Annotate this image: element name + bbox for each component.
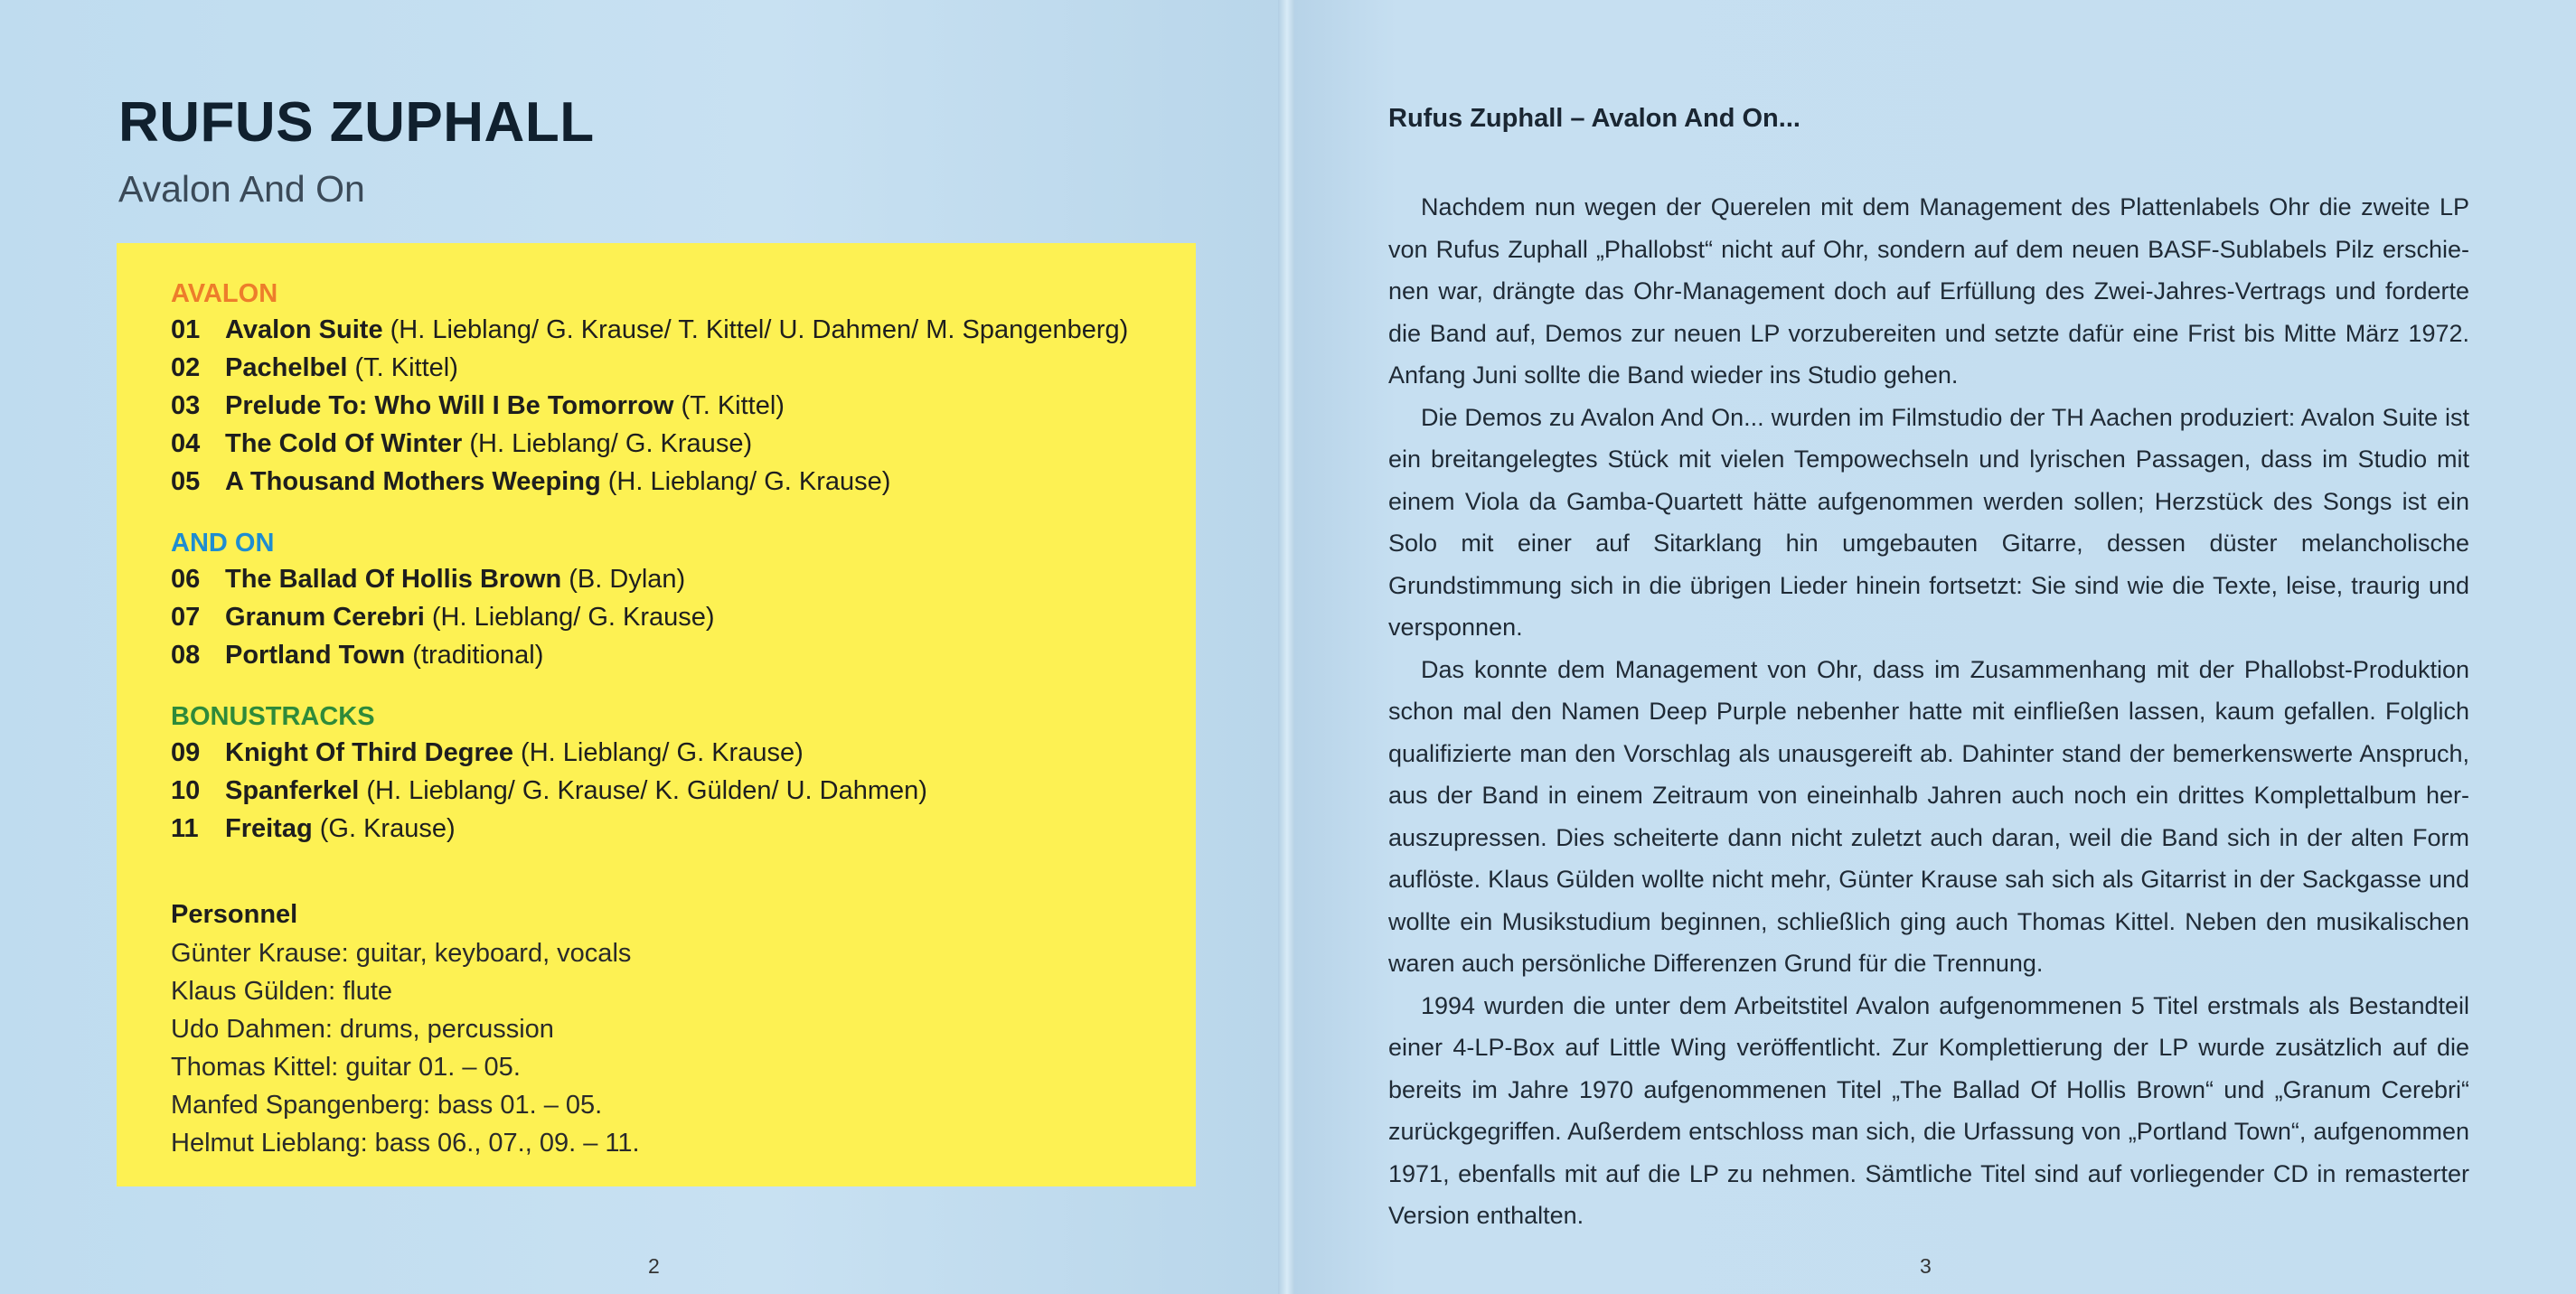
- track-row: [171, 642, 543, 669]
- track-row: [171, 816, 456, 842]
- track-title: A Thousand Mothers Weeping: [225, 467, 601, 496]
- track-credit: (H. Lieblang/ G. Krause): [600, 467, 891, 496]
- track-number: 03: [171, 391, 201, 420]
- artist-title: RUFUS ZUPHALL: [118, 91, 595, 154]
- track-credit: (H. Lieblang/ G. Krause): [424, 603, 715, 632]
- personnel-line: Udo Dahmen: drums, percussion: [171, 1015, 554, 1044]
- track-title: Spanferkel: [225, 776, 360, 805]
- personnel-line: Günter Krause: guitar, keyboard, vocals: [171, 939, 632, 968]
- track-number: 04: [171, 429, 201, 458]
- track-title: Prelude To: Who Will I Be Tomorrow: [225, 391, 674, 420]
- personnel-line: Klaus Gülden: flute: [171, 977, 393, 1006]
- page-number-right: 3: [1920, 1254, 1932, 1278]
- track-number: 08: [171, 641, 201, 670]
- track-credit: (traditional): [405, 641, 544, 670]
- track-credit: (H. Lieblang/ G. Krause): [513, 738, 804, 767]
- track-row: [171, 317, 1128, 343]
- section-heading-bonustracks: BONUSTRACKS: [171, 702, 375, 731]
- track-credit: (H. Lieblang/ G. Krause/ T. Kittel/ U. Dahmen/ M. Spangenberg): [382, 315, 1129, 344]
- track-credit: (G. Krause): [312, 814, 456, 843]
- essay-paragraph: Das konnte dem Management von Ohr, dass im Zusammenhang mit der Phallobst-Produktion schon mal den Namen Deep Purple nebenher hatte mit einfließen lassen, kaum gefallen. Folglich qualifizierte man den Vorschlag als unausgereift ab. Dahinter stand der bemerkenswerte Anspruch, aus der Band in einem Zeitraum von eineinhalb Jahren auch noch ein drittes Komplettalbum herauszupressen. Dies scheiterte dann nicht zuletzt auch daran, weil die Band sich in der alten Form auflöste. Klaus Gülden wollte nicht mehr, Günter Krause sah sich als Gitarrist in der Sackgasse und wollte ein Musikstudium beginnen, schließlich ging auch Thomas Kittel. Neben den musikalischen waren auch persönliche Differenzen Grund für die Trennung.: [1388, 655, 2469, 977]
- track-title: Knight Of Third Degree: [225, 738, 513, 767]
- personnel-heading: Personnel: [171, 900, 298, 929]
- section-heading-and-on: AND ON: [171, 529, 275, 558]
- page-number-left: 2: [648, 1254, 660, 1278]
- track-row: [171, 393, 785, 419]
- track-number: 09: [171, 738, 201, 767]
- album-subtitle: Avalon And On: [118, 168, 365, 210]
- essay-body: [1388, 186, 2469, 1237]
- track-credit: (H. Lieblang/ G. Krause/ K. Gülden/ U. Dahmen): [359, 776, 927, 805]
- track-title: Avalon Suite: [225, 315, 383, 344]
- track-credit: (T. Kittel): [347, 353, 458, 382]
- track-row: [171, 605, 715, 631]
- track-row: [171, 778, 927, 804]
- track-row: [171, 469, 890, 495]
- track-row: [171, 740, 804, 766]
- track-row: [171, 431, 752, 457]
- track-title: Portland Town: [225, 641, 406, 670]
- track-number: 10: [171, 776, 201, 805]
- track-title: Freitag: [225, 814, 313, 843]
- track-credit: (B. Dylan): [561, 565, 686, 594]
- essay-title: Rufus Zuphall – Avalon And On...: [1388, 104, 1800, 133]
- track-number: 02: [171, 353, 201, 382]
- track-row: [171, 355, 458, 381]
- track-title: Pachelbel: [225, 353, 348, 382]
- track-number: 01: [171, 315, 201, 344]
- personnel-line: Manfed Spangenberg: bass 01. – 05.: [171, 1091, 603, 1120]
- essay-paragraph: Nachdem nun wegen der Querelen mit dem Management des Plattenlabels Ohr die zweite LP von Rufus Zuphall „Phallobst“ nicht auf Ohr, sondern auf dem neuen BASF-Sublabels Pilz erschienen war, drängte das Ohr-Management doch auf Erfüllung des Zwei-Jahres-Vertrags und forderte die Band auf, Demos zur neuen LP vorzubereiten und setzte dafür eine Frist bis Mitte März 1972. Anfang Juni sollte die Band wieder ins Studio gehen.: [1388, 193, 2469, 389]
- essay-paragraph: Die Demos zu Avalon And On... wurden im Filmstudio der TH Aachen produziert: Avalon Suite ist ein breitangelegtes Stück mit vielen Tempowechseln und lyrischen Passagen, dass im Studio mit einem Viola da Gamba-Quartett hätte aufgenommen werden sollen; Herzstück des Songs ist ein Solo mit einer auf Sitarklang hin umgebauten Gitarre, dessen düster melancholische Grundstimmung sich in die übrigen Lieder hinein fortsetzt: Sie sind wie die Texte, leise, traurig und versponnen.: [1388, 403, 2469, 641]
- track-number: 05: [171, 467, 201, 496]
- track-credit: (T. Kittel): [673, 391, 785, 420]
- track-title: Granum Cerebri: [225, 603, 425, 632]
- track-number: 06: [171, 565, 201, 594]
- booklet-page-right: [1294, 0, 2576, 1294]
- track-title: The Ballad Of Hollis Brown: [225, 565, 562, 594]
- track-number: 07: [171, 603, 201, 632]
- personnel-line: Thomas Kittel: guitar 01. – 05.: [171, 1053, 521, 1082]
- personnel-line: Helmut Lieblang: bass 06., 07., 09. – 11.: [171, 1129, 640, 1158]
- track-credit: (H. Lieblang/ G. Krause): [462, 429, 753, 458]
- section-heading-avalon: AVALON: [171, 279, 278, 308]
- booklet-page-left: [0, 0, 1285, 1294]
- track-number: 11: [171, 814, 199, 843]
- track-title: The Cold Of Winter: [225, 429, 463, 458]
- tracklist-panel: [117, 243, 1196, 1186]
- track-row: [171, 567, 685, 593]
- essay-paragraph: 1994 wurden die unter dem Arbeitstitel Avalon aufgenommenen 5 Titel erstmals als Bestandteil einer 4-LP-Box auf Little Wing veröffentlicht. Zur Komplettierung der LP wurde zusätzlich auf die bereits im Jahre 1970 aufgenommenen Titel „The Ballad Of Hollis Brown“ und „Granum Cerebri“ zurückgegriffen. Außerdem entschloss man sich, die Urfassung von „Portland Town“, aufgenommen 1971, ebenfalls mit auf die LP zu nehmen. Sämtliche Titel sind auf vorliegender CD in remasterter Version enthalten.: [1388, 991, 2469, 1229]
